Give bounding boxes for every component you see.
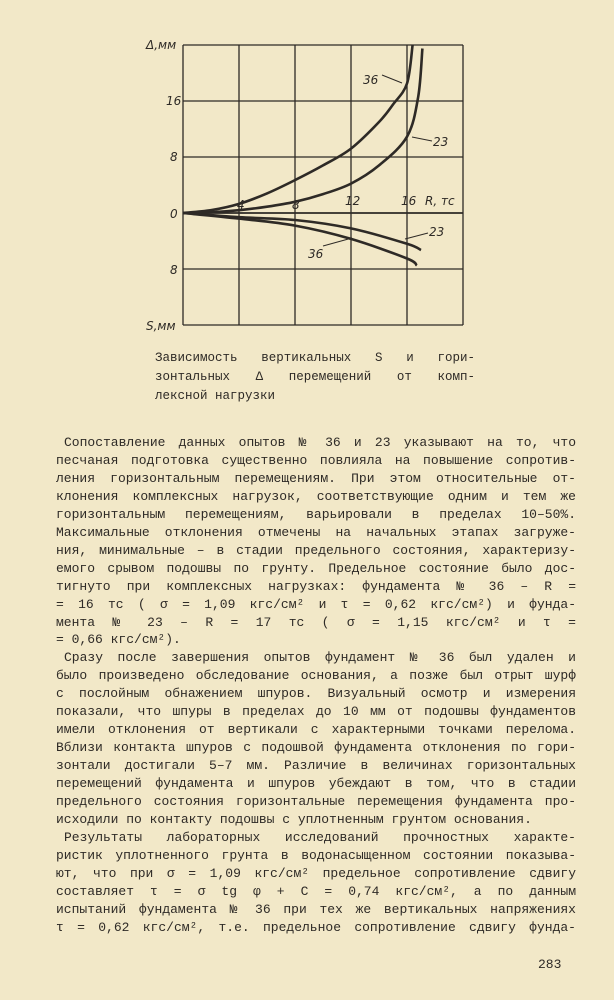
text-line: тигнуто при комплексных нагрузках: фундамента № 36 – R = <box>56 578 576 594</box>
x-tick-label: 4 <box>237 198 245 212</box>
text-line: исходили по контакту подошвы с уплотненным грунтом основания. <box>56 812 532 828</box>
text-line: Вблизи контакта шпуров с подошвой фундамента отклонения по гори- <box>56 740 576 756</box>
y-tick-label: 0 <box>170 207 178 221</box>
text-line: составляет τ = σ tg φ + C = 0,74 кгс/см², а по данным <box>56 883 576 899</box>
series-label-36-s <box>308 238 352 261</box>
chart-grid <box>183 45 463 325</box>
text-line: Результаты лабораторных исследований прочностных характе- <box>64 829 576 845</box>
svg-text:36: 36 <box>363 73 379 87</box>
x-tick-label: 8 <box>292 198 300 212</box>
text-line: песчаная подготовка существенно повлияла на повышение сопротив- <box>56 452 576 468</box>
text-line: = 0,66 кгс/см²). <box>56 632 181 648</box>
y-tick-label: 8 <box>170 263 178 277</box>
text-line: испытаний фундамента № 36 при тех же вертикальных напряжениях <box>56 901 576 917</box>
x-axis-label: R, тс <box>425 194 455 208</box>
text-line: имели отклонения от вертикали с характерными точками перелома. <box>56 722 576 738</box>
displacement-chart <box>0 0 614 340</box>
page-number: 283 <box>538 957 562 972</box>
series-label-23-delta <box>412 135 448 149</box>
text-line: τ = 0,62 кгс/см², т.е. предельное сопротивление сдвигу фунда- <box>56 919 576 935</box>
text-line: Сопоставление данных опытов № 36 и 23 указывают на то, что <box>64 435 576 450</box>
x-tick-label: 12 <box>345 194 361 208</box>
caption-line: лексной нагрузки <box>155 389 276 403</box>
text-line: емого срывом подошвы по грунту. Предельное состояние было дос- <box>56 560 576 576</box>
svg-text:23: 23 <box>433 135 449 149</box>
text-line: ния, минимальные – в стадии предельного состояния, характеризу- <box>56 542 576 558</box>
x-tick-label: 16 <box>401 194 417 208</box>
y-tick-label: 16 <box>166 94 182 108</box>
text-line: горизонтальным перемещениям, варьировали в пределах 10–50%. <box>56 506 576 522</box>
chart-curves <box>183 45 422 266</box>
series-line-23-s <box>183 213 421 250</box>
series-line-23-delta <box>183 49 422 214</box>
text-line: было произведено обследование основания, а позже был отрыт шурф <box>56 668 576 684</box>
svg-text:36: 36 <box>308 247 324 261</box>
y-axis-label-delta: Δ,мм <box>146 38 177 52</box>
text-line: с послойным обнажением шпуров. Визуальный осмотр и измерения <box>56 686 576 702</box>
series-label-36-delta <box>363 73 402 87</box>
text-line: зонтали достигали 5–7 мм. Различие в величинах горизонтальных <box>56 758 576 774</box>
body-text <box>56 434 576 937</box>
text-line: мента № 23 – R = 17 тс ( σ = 1,15 кгс/см² и τ = <box>56 614 576 630</box>
figure-caption <box>155 349 475 406</box>
text-line: предельного состояния горизонтальные перемещения фундамента про- <box>56 794 576 810</box>
text-line: ления горизонтальным перемещениям. При этом относительные от- <box>56 470 576 486</box>
text-line: показали, что шпуры в пределах до 10 мм от подошвы фундаментов <box>56 704 576 720</box>
caption-line: зонтальных Δ перемещений от комп- <box>155 370 475 384</box>
text-line: = 16 тс ( σ = 1,09 кгс/см² и τ = 0,62 кгс/см²) и фунда- <box>56 596 576 612</box>
text-line: Сразу после завершения опытов фундамент № 36 был удален и <box>64 650 576 666</box>
text-line: перемещений фундамента и шпуров убеждают в том, что в стадии <box>56 776 576 792</box>
text-line: клонения комплексных нагрузок, соответствующие одним и тем же <box>56 488 576 504</box>
svg-text:23: 23 <box>429 225 445 239</box>
text-line: ют, что при σ = 1,09 кгс/см² предельное сопротивление сдвигу <box>56 865 576 881</box>
text-line: ристик уплотненного грунта в водонасыщенном состоянии показыва- <box>56 847 576 863</box>
caption-line: Зависимость вертикальных S и гори- <box>155 351 475 365</box>
text-line: Максимальные отклонения отмечены на начальных этапах загруже- <box>56 524 576 540</box>
series-line-36-delta <box>183 45 413 213</box>
y-axis-label-s: S,мм <box>146 319 176 333</box>
y-tick-label: 8 <box>170 150 178 164</box>
series-label-23-s <box>405 225 444 239</box>
